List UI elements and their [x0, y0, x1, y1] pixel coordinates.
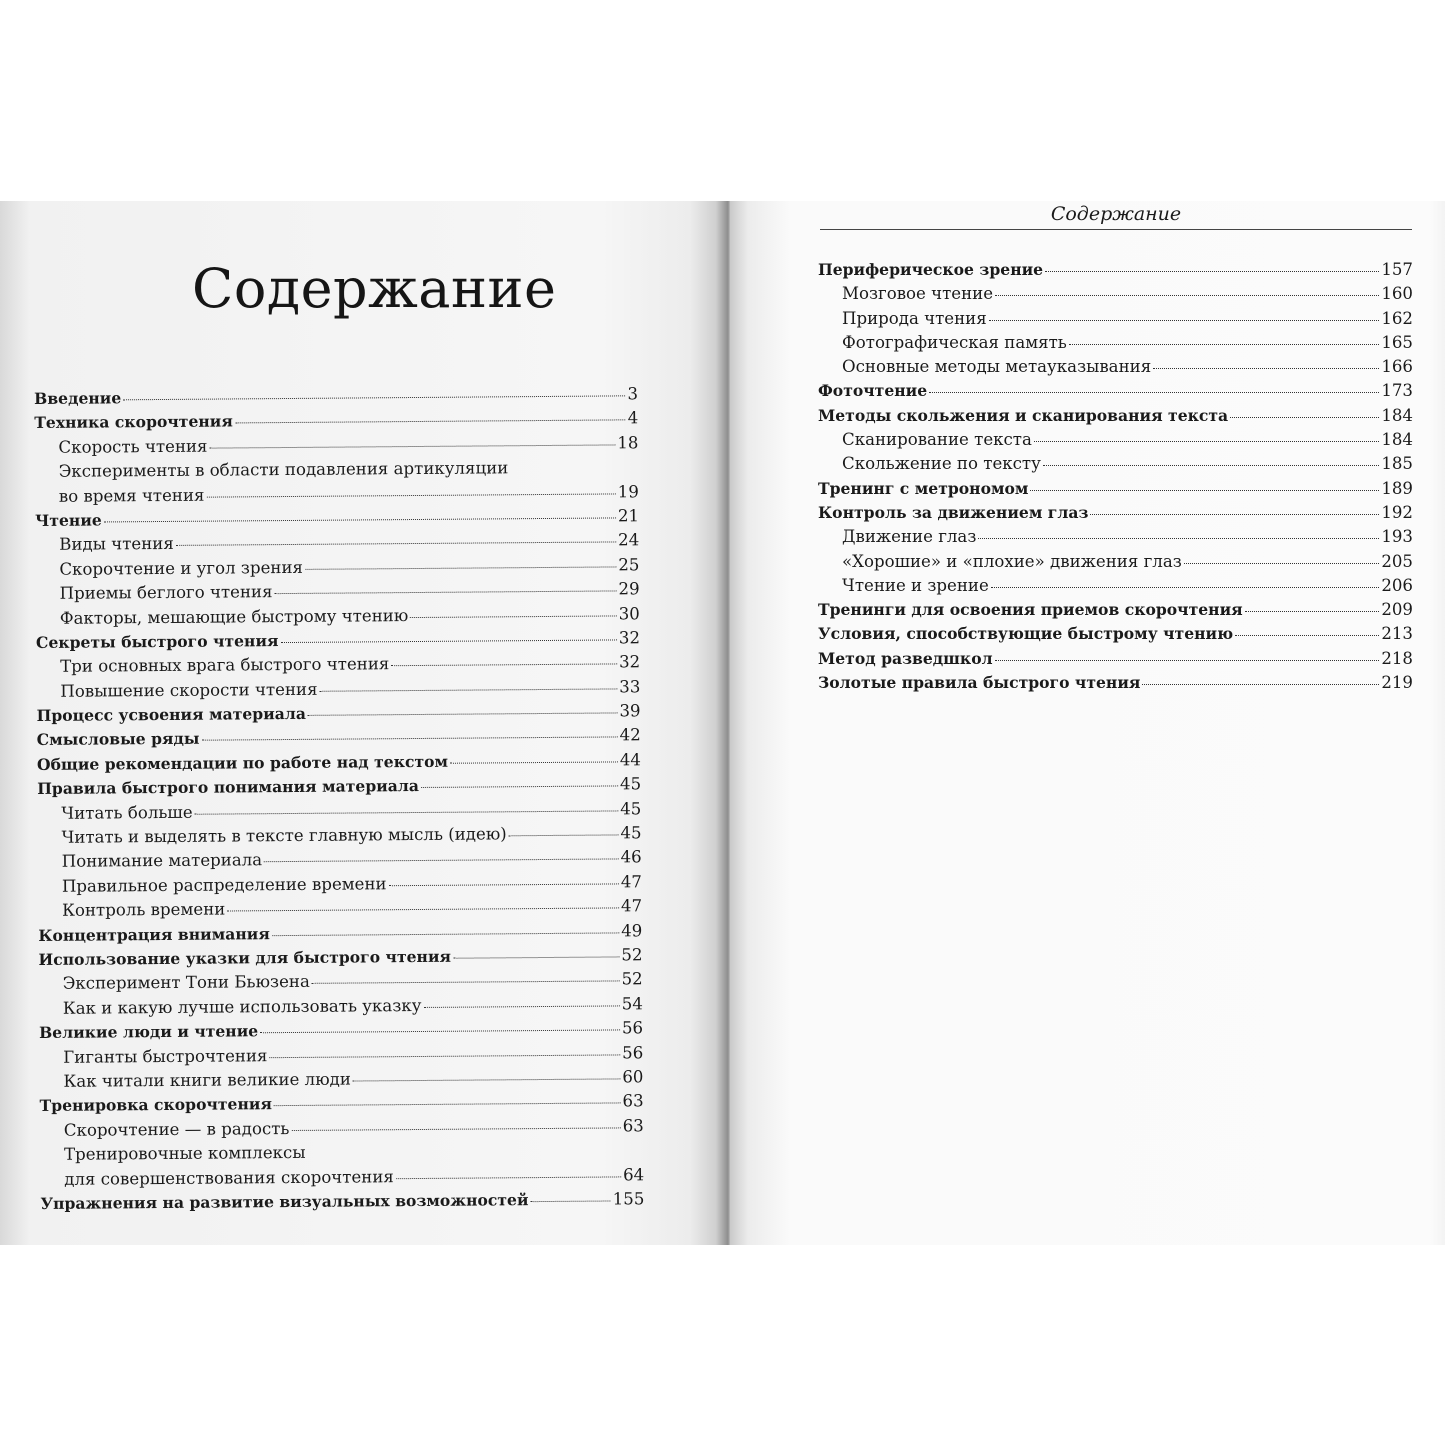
toc-page-number: 166: [1381, 357, 1413, 377]
toc-section-entry: [818, 574, 1413, 598]
toc-dot-leader: [275, 590, 617, 595]
toc-dot-leader: [1043, 464, 1379, 466]
toc-entry-title: Тренинги для освоения приемов скорочтения: [818, 600, 1243, 620]
toc-section-entry: [818, 428, 1413, 452]
toc-chapter-entry: [818, 258, 1413, 282]
book-spread: [0, 201, 1445, 1245]
toc-page-number: 213: [1381, 624, 1413, 644]
toc-page-number: 218: [1381, 648, 1413, 668]
toc-entry-title: Повышение скорости чтения: [60, 679, 318, 701]
toc-page-number: 219: [1381, 673, 1413, 693]
toc-page-number: 173: [1381, 381, 1413, 401]
toc-dot-leader: [104, 516, 616, 522]
toc-entry-title: Движение глаз: [842, 527, 977, 547]
toc-dot-leader: [410, 614, 616, 618]
toc-chapter-entry: [818, 379, 1413, 403]
toc-dot-leader: [176, 541, 616, 546]
toc-entry-title: Чтение и зрение: [842, 575, 989, 595]
toc-page-number: 185: [1381, 454, 1413, 474]
toc-dot-leader: [450, 760, 618, 763]
toc-entry-title: Скорочтение и угол зрения: [59, 557, 304, 579]
toc-dot-leader: [1034, 440, 1379, 442]
toc-page-number: 54: [621, 994, 643, 1014]
toc-entry-title: Периферическое зрение: [818, 260, 1044, 279]
toc-section-entry: [818, 452, 1413, 476]
toc-dot-leader: [353, 1077, 620, 1081]
toc-page-number: 42: [619, 725, 641, 745]
toc-page-number: 192: [1381, 502, 1413, 522]
toc-dot-leader: [396, 1175, 621, 1179]
toc-page-number: 63: [622, 1091, 644, 1111]
toc-entry-title: Скорость чтения: [58, 436, 208, 457]
toc-entry-title: Процесс усвоения материала: [36, 703, 307, 726]
toc-dot-leader: [391, 663, 617, 667]
toc-page-number: 184: [1381, 405, 1413, 425]
running-head: Содержание: [820, 203, 1412, 230]
toc-dot-leader: [291, 1126, 620, 1131]
toc-entry-title: Читать больше: [61, 802, 193, 823]
toc-chapter-entry: [40, 1187, 644, 1216]
toc-page-number: 52: [621, 945, 643, 965]
toc-entry-title: Как и какую лучше использовать указку: [62, 995, 422, 1018]
toc-entry-title: Гиганты быстрочтения: [63, 1045, 268, 1067]
toc-dot-leader: [453, 955, 619, 958]
toc-page-number: 64: [623, 1164, 645, 1184]
toc-page-number: 4: [627, 408, 639, 428]
toc-entry-title: Как читали книги великие люди: [63, 1069, 351, 1091]
toc-page-number: 45: [620, 823, 642, 843]
toc-page-number: 45: [620, 798, 642, 819]
toc-dot-leader: [305, 565, 616, 569]
toc-page-number: 30: [618, 603, 640, 623]
toc-entry-title: Концентрация внимания: [38, 923, 270, 945]
toc-page-number: 155: [612, 1189, 645, 1209]
toc-entry-title: Золотые правила быстрого чтения: [818, 673, 1141, 693]
toc-section-entry: [818, 282, 1413, 306]
toc-page-number: 60: [622, 1067, 644, 1087]
toc-entry-title: Условия, способствующие быстрому чтению: [818, 624, 1234, 644]
toc-dot-leader: [989, 319, 1380, 321]
toc-dot-leader: [202, 736, 618, 741]
toc-entry-title: во время чтения: [58, 485, 205, 506]
toc-section-entry: [818, 331, 1413, 355]
toc-entry-title: Контроль за движением глаз: [818, 502, 1089, 522]
toc-page-number: 47: [620, 872, 642, 892]
toc-page-number: 45: [619, 774, 642, 794]
toc-entry-title: Эксперименты в области подавления артикуляции: [58, 458, 509, 481]
toc-entry-title: Введение: [34, 388, 122, 408]
toc-entry-title: Скольжение по тексту: [842, 454, 1041, 474]
toc-dot-leader: [274, 1102, 621, 1107]
toc-entry-title: Мозговое чтение: [842, 284, 994, 304]
toc-page-number: 21: [617, 506, 640, 526]
toc-entry-title: Секреты быстрого чтения: [35, 630, 279, 652]
toc-dot-leader: [1184, 562, 1380, 564]
toc-dot-leader: [281, 638, 617, 643]
toc-dot-leader: [1230, 416, 1379, 418]
toc-dot-leader: [1245, 610, 1380, 612]
toc-page-number: 32: [618, 652, 641, 672]
toc-entry-title: Тренировка скорочтения: [39, 1094, 273, 1116]
toc-entry-title: Понимание материала: [61, 850, 263, 872]
toc-dot-leader: [209, 443, 615, 448]
toc-entry-title: Читать и выделять в тексте главную мысль (идею): [61, 824, 507, 847]
toc-entry-title: Контроль времени: [62, 899, 226, 920]
toc-entry-title: Тренинг с метрономом: [818, 478, 1029, 498]
toc-page-number: 24: [618, 530, 640, 550]
toc-entry-title: Правила быстрого понимания материала: [37, 776, 420, 799]
toc-dot-leader: [995, 294, 1379, 296]
toc-page-number: 19: [617, 481, 639, 501]
toc-dot-leader: [319, 687, 617, 691]
toc-entry-title: Сканирование текста: [842, 430, 1032, 450]
toc-chapter-entry: [818, 404, 1413, 428]
toc-entry-title: Фотографическая память: [842, 332, 1067, 352]
toc-page-number: 160: [1381, 284, 1413, 304]
toc-dot-leader: [206, 492, 615, 497]
toc-entry-title: Смысловые ряды: [36, 729, 200, 750]
toc-chapter-entry: [818, 647, 1413, 671]
toc-dot-leader: [1030, 489, 1379, 491]
toc-dot-leader: [195, 809, 619, 814]
toc-dot-leader: [308, 712, 618, 716]
toc-page-number: 206: [1381, 575, 1413, 595]
toc-entry-title: «Хорошие» и «плохие» движения глаз: [842, 551, 1182, 571]
page-title: Содержание: [192, 257, 557, 320]
toc-page-number: 29: [618, 579, 640, 599]
toc-dot-leader: [264, 858, 618, 863]
toc-dot-leader: [509, 833, 619, 836]
toc-entry-title: для совершенствования скорочтения: [64, 1166, 394, 1189]
toc-page-number: 165: [1381, 332, 1413, 352]
toc-entry-title: Эксперимент Тони Бьюзена: [62, 972, 310, 994]
toc-page-number: 189: [1381, 478, 1413, 498]
toc-dot-leader: [978, 537, 1379, 539]
toc-page-number: 162: [1381, 308, 1413, 328]
toc-dot-leader: [389, 882, 619, 886]
toc-dot-leader: [991, 586, 1380, 588]
toc-chapter-entry: [818, 622, 1413, 646]
toc-dot-leader: [421, 785, 618, 789]
toc-dot-leader: [227, 907, 619, 912]
toc-page-number: 47: [620, 896, 643, 916]
toc-dot-leader: [1069, 343, 1379, 345]
table-of-contents-left: [34, 382, 644, 1216]
right-page: [730, 201, 1445, 1245]
toc-dot-leader: [995, 659, 1380, 661]
toc-dot-leader: [1153, 367, 1379, 369]
toc-entry-title: Техника скорочтения: [34, 411, 233, 433]
toc-page-number: 39: [619, 701, 641, 721]
toc-page-number: 63: [622, 1115, 644, 1136]
toc-dot-leader: [123, 394, 625, 400]
toc-page-number: 52: [621, 969, 643, 989]
toc-dot-leader: [260, 1029, 620, 1034]
toc-dot-leader: [929, 391, 1379, 393]
toc-dot-leader: [531, 1199, 611, 1202]
toc-dot-leader: [269, 1053, 620, 1058]
toc-entry-title: Скорочтение — в радость: [63, 1118, 290, 1140]
toc-entry-title: Факторы, мешающие быстрому чтению: [59, 605, 409, 628]
toc-entry-title: Чтение: [34, 510, 102, 530]
toc-page-number: 32: [618, 628, 641, 648]
toc-entry-title: Тренировочные комплексы: [63, 1143, 306, 1164]
toc-section-entry: [818, 307, 1413, 331]
table-of-contents-right: [818, 258, 1413, 695]
toc-entry-title: Метод разведшкол: [818, 648, 993, 668]
toc-chapter-entry: [818, 477, 1413, 501]
toc-page-number: 3: [627, 384, 639, 404]
toc-page-number: 157: [1381, 260, 1413, 279]
toc-entry-title: Общие рекомендации по работе над текстом: [36, 751, 449, 774]
toc-section-entry: [818, 525, 1413, 549]
toc-entry-title: Упражнения на развитие визуальных возможностей: [40, 1190, 529, 1213]
toc-entry-title: Приемы беглого чтения: [59, 582, 273, 603]
toc-page-number: 44: [619, 750, 642, 770]
toc-page-number: 56: [621, 1018, 644, 1038]
toc-entry-title: Фоточтение: [818, 381, 928, 401]
toc-chapter-entry: [818, 501, 1413, 525]
toc-entry-title: Правильное распределение времени: [61, 874, 387, 896]
toc-section-entry: [818, 355, 1413, 379]
left-page: [0, 201, 730, 1245]
toc-page-number: 193: [1381, 527, 1413, 547]
toc-page-number: 46: [620, 847, 642, 867]
toc-dot-leader: [1235, 634, 1379, 636]
toc-entry-title: Методы скольжения и сканирования текста: [818, 405, 1229, 425]
toc-entry-title: Природа чтения: [842, 308, 987, 328]
toc-dot-leader: [1090, 513, 1379, 515]
toc-page-number: 209: [1381, 600, 1413, 620]
toc-page-number: 184: [1381, 430, 1413, 450]
toc-dot-leader: [235, 419, 626, 424]
toc-dot-leader: [1045, 270, 1379, 272]
toc-page-number: 205: [1381, 551, 1413, 571]
toc-entry-title: Виды чтения: [59, 534, 174, 555]
toc-dot-leader: [272, 931, 619, 936]
toc-section-entry: [818, 550, 1413, 574]
toc-entry-title: Великие люди и чтение: [38, 1021, 259, 1043]
toc-entry-title: Три основных врага быстрого чтения: [60, 654, 390, 677]
toc-page-number: 49: [621, 920, 643, 940]
toc-chapter-entry: [818, 598, 1413, 622]
toc-dot-leader: [312, 980, 620, 984]
toc-page-number: 33: [619, 676, 641, 697]
toc-page-number: 25: [618, 554, 640, 575]
toc-entry-title: Использование указки для быстрого чтения: [38, 946, 452, 969]
toc-dot-leader: [1142, 683, 1379, 685]
toc-entry-title: Основные методы метауказывания: [842, 357, 1152, 377]
toc-chapter-entry: [818, 671, 1413, 695]
toc-dot-leader: [423, 1004, 619, 1008]
toc-page-number: 18: [617, 433, 639, 453]
toc-page-number: 56: [622, 1042, 644, 1062]
